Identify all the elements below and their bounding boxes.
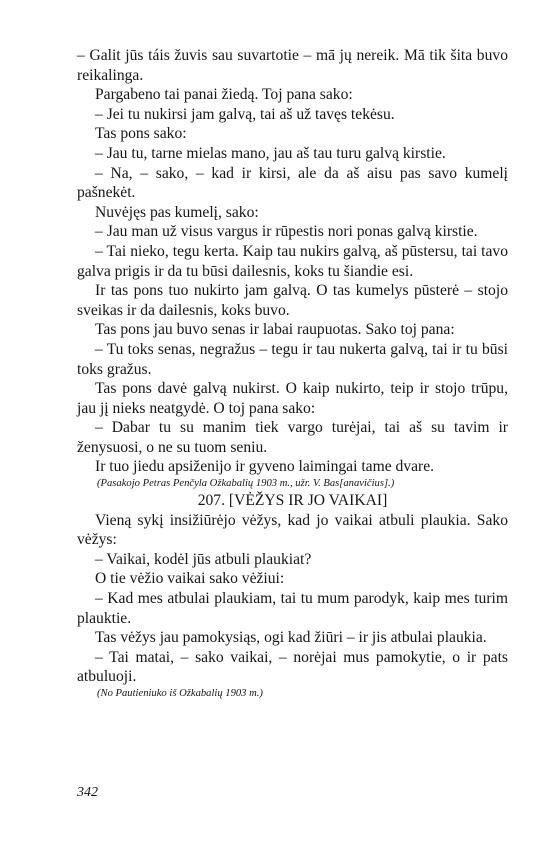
page-number: 342 bbox=[77, 785, 98, 800]
paragraph: – Kad mes atbulai plaukiam, tai tu mum parodyk, kaip mes turim plauktie. bbox=[77, 590, 508, 627]
paragraph: Vieną sykį insižiūrėjo vėžys, kad jo vaikai atbuli plaukia. Sako vėžys: bbox=[77, 511, 508, 549]
paragraph: O tie vėžio vaikai sako vėžiui: bbox=[95, 570, 285, 588]
paragraph: – Vaikai, kodėl jūs atbuli plaukiat? bbox=[95, 550, 312, 568]
paragraph: – Jei tu nukirsi jam galvą, tai aš už tavęs tekėsu. bbox=[95, 105, 395, 123]
paragraph: – Na, – sako, – kad ir kirsi, ale da aš aisu pas savo kumelį pašnekėt. bbox=[77, 164, 508, 202]
paragraph: – Dabar tu su manim tiek vargo turėjai, tai aš su tavim ir ženysuosi, o ne su tuom seniu. bbox=[77, 419, 508, 456]
source-note-206: (Pasakojo Petras Penčyla Ožkabalių 1903 m., užr. V. Bas[anavičius].) bbox=[97, 478, 395, 490]
paragraph: – Jau tu, tarne mielas mano, jau aš tau turu galvą kirstie. bbox=[95, 144, 446, 162]
paragraph: Tas pons jau buvo senas ir labai raupuotas. Sako toj pana: bbox=[95, 321, 455, 339]
paragraph: Pargabeno tai panai žiedą. Toj pana sako: bbox=[95, 86, 353, 104]
paragraph: – Jau man už visus vargus ir rūpestis nori ponas galvą kirstie. bbox=[95, 223, 478, 241]
paragraph: Tas pons sako: bbox=[95, 125, 187, 143]
paragraph: Ir tas pons tuo nukirto jam galvą. O tas kumelys pūsterė – stojo sveikas ir da dailesnis, koks buvo. bbox=[77, 282, 508, 319]
paragraph: Ir tuo jiedu apsiženijo ir gyveno laimingai tame dvare. bbox=[95, 458, 435, 476]
story-heading-207: 207. [VĖŽYS IR JO VAIKAI] bbox=[197, 492, 388, 510]
source-note-207: (No Pautieniuko iš Ožkabalių 1903 m.) bbox=[97, 688, 263, 699]
body-text bbox=[77, 46, 508, 701]
paragraph: Nuvėjęs pas kumelį, sako: bbox=[95, 203, 259, 221]
paragraph: Tas vėžys jau pamokysiąs, ogi kad žiūri – ir jis atbulai plaukia. bbox=[95, 629, 487, 647]
paragraph: – Tai nieko, tegu kerta. Kaip tau nukirs galvą, aš pūstersu, tai tavo galva prigis ir da tu būsi dailesnis, koks tu šiandie esi. bbox=[77, 242, 508, 280]
paragraph: Tas pons davė galvą nukirst. O kaip nukirto, teip ir stojo trūpu, jau jį nieks neatgydė. O toj pana sako: bbox=[77, 380, 508, 417]
paragraph: – Galit jūs táis žuvis sau suvartotie – mā jų nereik. Mā tik šita buvo reikalinga. bbox=[77, 47, 508, 84]
paragraph: – Tu toks senas, negražus – tegu ir tau nukerta galvą, tai ir tu būsi toks gražus. bbox=[77, 340, 508, 378]
paragraph: – Tai matai, – sako vaikai, – norėjai mus pamokytie, o ir pats atbuluoji. bbox=[77, 648, 508, 686]
